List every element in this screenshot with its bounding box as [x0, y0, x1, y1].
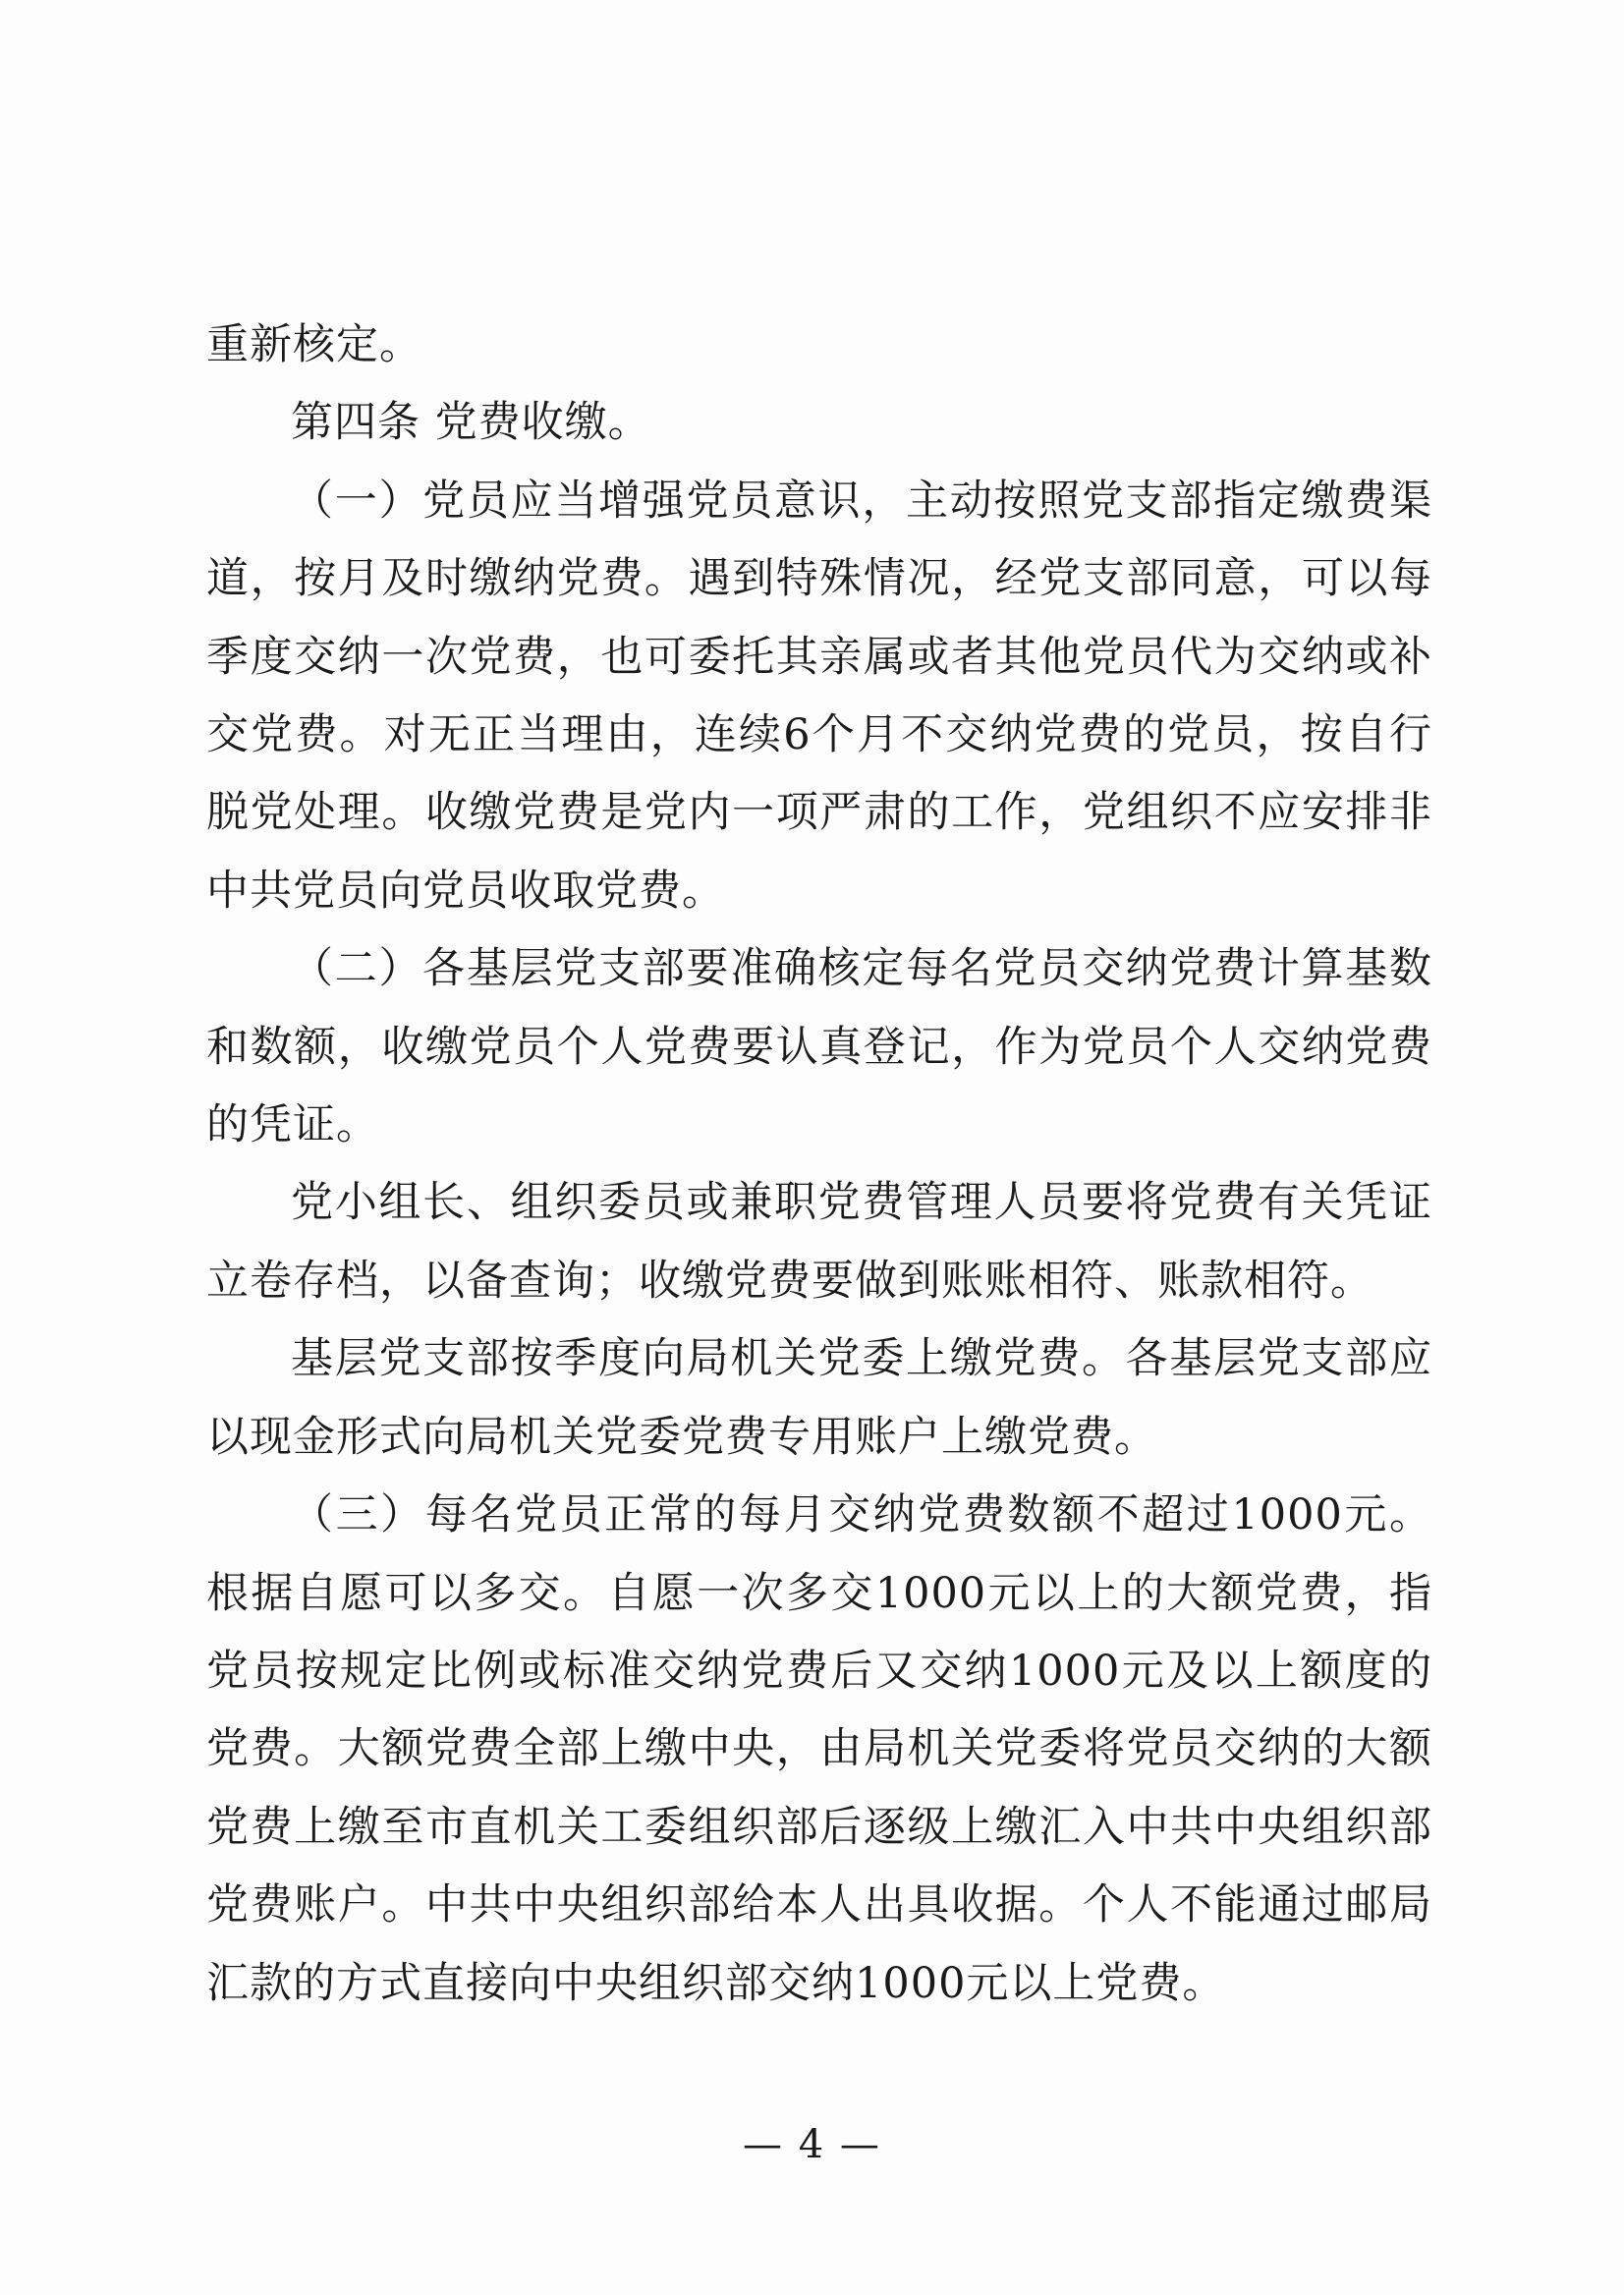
- paragraph-item-1: （一）党员应当增强党员意识，主动按照党支部指定缴费渠道，按月及时缴纳党费。遇到特殊情况，经党支部同意，可以每季度交纳一次党费，也可委托其亲属或者其他党员代为交纳或补交党费。对无正当理由，连续6个月不交纳党费的党员，按自行脱党处理。收缴党费是党内一项严肃的工作，党组织不应安排非中共党员向党员收取党费。: [206, 476, 1432, 916]
- paragraph-item-2: （二）各基层党支部要准确核定每名党员交纳党费计算基数和数额，收缴党员个人党费要认真登记，作为党员个人交纳党费的凭证。: [206, 944, 1432, 1150]
- document-body: [206, 307, 1432, 2023]
- paragraph-item-3: （三）每名党员正常的每月交纳党费数额不超过1000元。根据自愿可以多交。自愿一次多交1000元以上的大额党费，指党员按规定比例或标准交纳党费后又交纳1000元及以上额度的党费。大额党费全部上缴中央，由局机关党委将党员交纳的大额党费上缴至市直机关工委组织部后逐级上缴汇入中共中央组织部党费账户。中共中央组织部给本人出具收据。个人不能通过邮局汇款的方式直接向中央组织部交纳1000元以上党费。: [206, 1490, 1432, 2008]
- paragraph-quarterly-remit: 基层党支部按季度向局机关党委上缴党费。各基层党支部应以现金形式向局机关党委党费专用账户上缴党费。: [206, 1334, 1432, 1462]
- page-number: — 4 —: [743, 2122, 881, 2167]
- paragraph-continuation: 重新核定。: [206, 320, 422, 369]
- article-heading: 第四条 党费收缴。: [291, 398, 651, 448]
- paragraph-filing: 党小组长、组织委员或兼职党费管理人员要将党费有关凭证立卷存档，以备查询；收缴党费要做到账账相符、账款相符。: [206, 1178, 1432, 1306]
